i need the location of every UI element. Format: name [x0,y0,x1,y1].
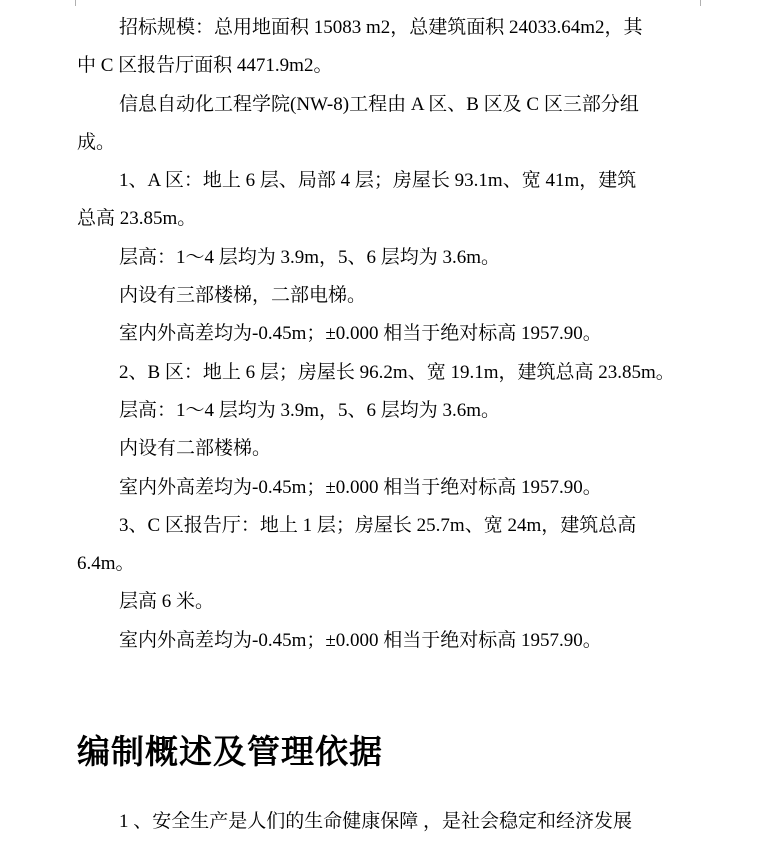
paragraph-scale-line-2: 中 C 区报告厅面积 4471.9m2。 [77,55,333,77]
paragraph-zone-c-line-2: 6.4m。 [77,553,135,575]
document-body [77,9,689,841]
paragraph-zone-b-stairs: 内设有二部楼梯。 [119,438,272,460]
paragraph-intro-line-1: 信息自动化工程学院(NW-8)工程由 A 区、B 区及 C 区三部分组 [119,93,639,115]
paragraph-zone-a-line-2: 总高 23.85m。 [77,208,197,230]
page-corner-mark-left [63,0,76,6]
section-heading: 编制概述及管理依据 [77,732,383,772]
page-corner-mark-right [700,0,713,6]
paragraph-zone-c-elevation: 室内外高差均为-0.45m；±0.000 相当于绝对标高 1957.90。 [119,629,602,651]
paragraph-zone-c-floor-height: 层高 6 米。 [119,591,215,613]
paragraph-zone-b-floor-height: 层高：1～4 层均为 3.9m，5、6 层均为 3.6m。 [119,399,501,421]
paragraph-zone-b-line-1: 2、B 区：地上 6 层；房屋长 96.2m、宽 19.1m，建筑总高 23.85m。 [119,361,675,383]
paragraph-zone-c-line-1: 3、C 区报告厅：地上 1 层；房屋长 25.7m、宽 24m，建筑总高 [119,514,637,536]
paragraph-scale-line-1: 招标规模：总用地面积 15083 m2，总建筑面积 24033.64m2，其 [119,17,643,38]
paragraph-safety-line-1: 1 、安全生产是人们的生命健康保障 ，是社会稳定和经济发展 [119,811,633,833]
paragraph-intro-line-2: 成。 [77,131,116,153]
paragraph-zone-a-elevation: 室内外高差均为-0.45m；±0.000 相当于绝对标高 1957.90。 [119,323,602,345]
paragraph-zone-a-line-1: 1、A 区：地上 6 层、局部 4 层；房屋长 93.1m、宽 41m，建筑 [119,170,637,192]
paragraph-zone-a-floor-height: 层高：1～4 层均为 3.9m，5、6 层均为 3.6m。 [119,246,501,268]
paragraph-zone-b-elevation: 室内外高差均为-0.45m；±0.000 相当于绝对标高 1957.90。 [119,476,602,498]
paragraph-zone-a-stairs: 内设有三部楼梯，二部电梯。 [119,285,367,307]
